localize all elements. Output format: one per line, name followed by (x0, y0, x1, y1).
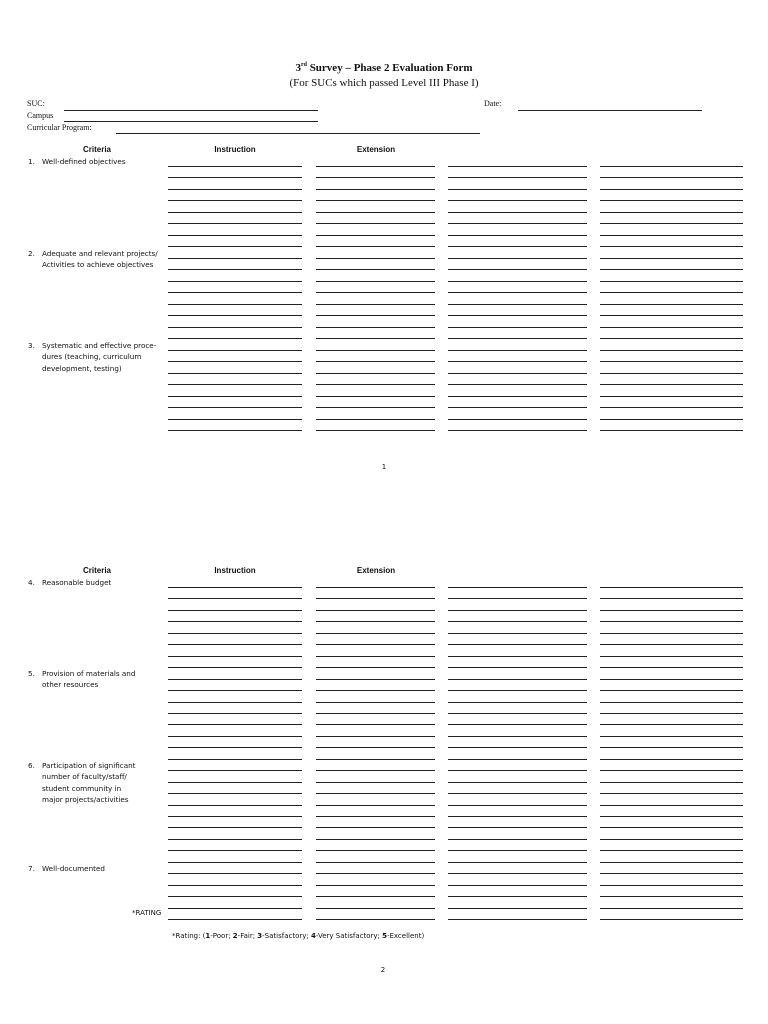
criterion-number: 5. (28, 669, 35, 678)
extension-answer-line[interactable] (316, 805, 435, 806)
extension-answer-line[interactable] (316, 816, 435, 817)
campus-field[interactable] (64, 121, 318, 122)
instruction-answer-line[interactable] (168, 166, 302, 167)
instruction-answer-line[interactable] (168, 407, 302, 408)
instruction-answer-line[interactable] (168, 667, 302, 668)
column-3-answer-line[interactable] (448, 850, 587, 851)
column-3-answer-line[interactable] (448, 373, 587, 374)
column-4-answer-line[interactable] (600, 304, 743, 305)
instruction-answer-line[interactable] (168, 281, 302, 282)
page-number-1: 1 (381, 463, 387, 471)
extension-answer-line[interactable] (316, 430, 435, 431)
criterion-text: Adequate and relevant projects/ Activities to achieve objectives (42, 249, 158, 270)
instruction-answer-line[interactable] (168, 850, 302, 851)
column-3-answer-line[interactable] (448, 885, 587, 886)
criterion-text: Reasonable budget (42, 578, 112, 587)
instruction-heading: Instruction (214, 145, 256, 154)
extension-answer-line[interactable] (316, 200, 435, 201)
instruction-answer-line[interactable] (168, 304, 302, 305)
extension-answer-line[interactable] (316, 177, 435, 178)
column-3-answer-line[interactable] (448, 633, 587, 634)
column-3-answer-line[interactable] (448, 430, 587, 431)
instruction-answer-line[interactable] (168, 200, 302, 201)
extension-answer-line[interactable] (316, 598, 435, 599)
date-label: Date: (484, 99, 502, 108)
column-3-answer-line[interactable] (448, 644, 587, 645)
instruction-answer-line[interactable] (168, 189, 302, 190)
column-3-answer-line[interactable] (448, 246, 587, 247)
column-4-answer-line[interactable] (600, 770, 743, 771)
instruction-answer-line[interactable] (168, 246, 302, 247)
column-3-answer-line[interactable] (448, 610, 587, 611)
instruction-answer-line[interactable] (168, 679, 302, 680)
instruction-answer-line[interactable] (168, 885, 302, 886)
column-3-answer-line[interactable] (448, 292, 587, 293)
column-4-answer-line[interactable] (600, 419, 743, 420)
column-4-answer-line[interactable] (600, 258, 743, 259)
instruction-answer-line[interactable] (168, 827, 302, 828)
extension-answer-line[interactable] (316, 610, 435, 611)
criterion-1 (28, 156, 178, 168)
extension-answer-line[interactable] (316, 919, 435, 920)
extension-answer-line[interactable] (316, 713, 435, 714)
column-3-answer-line[interactable] (448, 361, 587, 362)
column-4-answer-line[interactable] (600, 235, 743, 236)
column-4-answer-line[interactable] (600, 885, 743, 886)
criterion-2 (28, 248, 178, 272)
column-4-answer-line[interactable] (600, 919, 743, 920)
column-4-answer-line[interactable] (600, 908, 743, 909)
instruction-answer-line[interactable] (168, 269, 302, 270)
column-3-answer-line[interactable] (448, 805, 587, 806)
extension-answer-line[interactable] (316, 736, 435, 737)
column-3-answer-line[interactable] (448, 338, 587, 339)
column-3-answer-line[interactable] (448, 896, 587, 897)
column-3-answer-line[interactable] (448, 587, 587, 588)
instruction-answer-line[interactable] (168, 908, 302, 909)
extension-answer-line[interactable] (316, 908, 435, 909)
extension-answer-line[interactable] (316, 304, 435, 305)
extension-answer-line[interactable] (316, 873, 435, 874)
instruction-heading: Instruction (214, 566, 256, 575)
column-3-answer-line[interactable] (448, 177, 587, 178)
instruction-answer-line[interactable] (168, 384, 302, 385)
column-4-answer-line[interactable] (600, 396, 743, 397)
instruction-answer-line[interactable] (168, 805, 302, 806)
instruction-answer-line[interactable] (168, 338, 302, 339)
form-subtitle: (For SUCs which passed Level III Phase I) (289, 77, 479, 89)
criteria-heading: Criteria (82, 145, 111, 154)
column-3-answer-line[interactable] (448, 736, 587, 737)
extension-answer-line[interactable] (316, 702, 435, 703)
instruction-answer-line[interactable] (168, 235, 302, 236)
column-3-answer-line[interactable] (448, 223, 587, 224)
column-3-answer-line[interactable] (448, 235, 587, 236)
column-3-answer-line[interactable] (448, 839, 587, 840)
criterion-5 (28, 668, 178, 692)
column-3-answer-line[interactable] (448, 269, 587, 270)
extension-heading: Extension (356, 566, 396, 575)
column-3-answer-line[interactable] (448, 384, 587, 385)
column-3-answer-line[interactable] (448, 281, 587, 282)
criterion-text: Well-defined objectives (42, 157, 126, 166)
instruction-answer-line[interactable] (168, 816, 302, 817)
extension-answer-line[interactable] (316, 644, 435, 645)
criterion-number: 4. (28, 578, 35, 587)
extension-answer-line[interactable] (316, 633, 435, 634)
instruction-answer-line[interactable] (168, 736, 302, 737)
extension-answer-line[interactable] (316, 839, 435, 840)
extension-answer-line[interactable] (316, 419, 435, 420)
page-number-2: 2 (380, 966, 386, 974)
column-3-answer-line[interactable] (448, 166, 587, 167)
extension-answer-line[interactable] (316, 747, 435, 748)
instruction-answer-line[interactable] (168, 177, 302, 178)
column-3-answer-line[interactable] (448, 419, 587, 420)
extension-answer-line[interactable] (316, 587, 435, 588)
extension-answer-line[interactable] (316, 885, 435, 886)
extension-answer-line[interactable] (316, 223, 435, 224)
column-3-answer-line[interactable] (448, 396, 587, 397)
curricular-program-label: Curricular Program: (27, 123, 92, 132)
criterion-text: Provision of materials and other resources (42, 669, 136, 690)
criterion-number: 2. (28, 249, 35, 258)
column-4-answer-line[interactable] (600, 702, 743, 703)
column-4-answer-line[interactable] (600, 839, 743, 840)
extension-answer-line[interactable] (316, 384, 435, 385)
instruction-answer-line[interactable] (168, 315, 302, 316)
column-3-answer-line[interactable] (448, 598, 587, 599)
column-3-answer-line[interactable] (448, 189, 587, 190)
extension-answer-line[interactable] (316, 281, 435, 282)
extension-answer-line[interactable] (316, 315, 435, 316)
instruction-answer-line[interactable] (168, 782, 302, 783)
column-4-answer-line[interactable] (600, 223, 743, 224)
extension-answer-line[interactable] (316, 189, 435, 190)
extension-answer-line[interactable] (316, 246, 435, 247)
column-3-answer-line[interactable] (448, 327, 587, 328)
column-4-answer-line[interactable] (600, 407, 743, 408)
instruction-answer-line[interactable] (168, 656, 302, 657)
column-3-answer-line[interactable] (448, 315, 587, 316)
extension-answer-line[interactable] (316, 373, 435, 374)
column-4-answer-line[interactable] (600, 736, 743, 737)
criterion-number: 6. (28, 761, 35, 770)
column-4-answer-line[interactable] (600, 361, 743, 362)
column-3-answer-line[interactable] (448, 304, 587, 305)
instruction-answer-line[interactable] (168, 793, 302, 794)
column-4-answer-line[interactable] (600, 724, 743, 725)
extension-answer-line[interactable] (316, 690, 435, 691)
instruction-answer-line[interactable] (168, 702, 302, 703)
column-4-answer-line[interactable] (600, 598, 743, 599)
column-3-answer-line[interactable] (448, 908, 587, 909)
column-3-answer-line[interactable] (448, 724, 587, 725)
instruction-answer-line[interactable] (168, 873, 302, 874)
column-4-answer-line[interactable] (600, 587, 743, 588)
extension-answer-line[interactable] (316, 724, 435, 725)
column-4-answer-line[interactable] (600, 747, 743, 748)
extension-answer-line[interactable] (316, 827, 435, 828)
extension-answer-line[interactable] (316, 759, 435, 760)
column-4-answer-line[interactable] (600, 292, 743, 293)
instruction-answer-line[interactable] (168, 373, 302, 374)
column-4-answer-line[interactable] (600, 850, 743, 851)
extension-answer-line[interactable] (316, 361, 435, 362)
extension-answer-line[interactable] (316, 782, 435, 783)
column-4-answer-line[interactable] (600, 633, 743, 634)
extension-answer-line[interactable] (316, 667, 435, 668)
extension-answer-line[interactable] (316, 862, 435, 863)
column-4-answer-line[interactable] (600, 667, 743, 668)
column-4-answer-line[interactable] (600, 805, 743, 806)
instruction-answer-line[interactable] (168, 633, 302, 634)
column-3-answer-line[interactable] (448, 793, 587, 794)
suc-field[interactable] (64, 110, 318, 111)
column-4-answer-line[interactable] (600, 373, 743, 374)
form-title: 3rd Survey – Phase 2 Evaluation Form (295, 62, 473, 74)
column-4-answer-line[interactable] (600, 281, 743, 282)
column-3-answer-line[interactable] (448, 621, 587, 622)
criterion-text: Participation of significant number of faculty/staff/ student community in major projects/activities (42, 761, 136, 805)
criterion-3 (28, 340, 178, 376)
date-field[interactable] (518, 110, 702, 111)
column-4-answer-line[interactable] (600, 656, 743, 657)
criterion-number: 1. (28, 157, 35, 166)
column-3-answer-line[interactable] (448, 407, 587, 408)
instruction-answer-line[interactable] (168, 292, 302, 293)
criterion-number: 7. (28, 864, 35, 873)
rating-label: *RATING (132, 909, 162, 917)
column-3-answer-line[interactable] (448, 656, 587, 657)
extension-answer-line[interactable] (316, 212, 435, 213)
column-4-answer-line[interactable] (600, 896, 743, 897)
instruction-answer-line[interactable] (168, 644, 302, 645)
instruction-answer-line[interactable] (168, 350, 302, 351)
column-4-answer-line[interactable] (600, 269, 743, 270)
extension-answer-line[interactable] (316, 896, 435, 897)
campus-label: Campus (27, 111, 54, 120)
extension-answer-line[interactable] (316, 292, 435, 293)
instruction-answer-line[interactable] (168, 839, 302, 840)
column-3-answer-line[interactable] (448, 816, 587, 817)
extension-answer-line[interactable] (316, 235, 435, 236)
instruction-answer-line[interactable] (168, 258, 302, 259)
extension-answer-line[interactable] (316, 793, 435, 794)
instruction-answer-line[interactable] (168, 919, 302, 920)
column-4-answer-line[interactable] (600, 793, 743, 794)
extension-answer-line[interactable] (316, 656, 435, 657)
instruction-answer-line[interactable] (168, 621, 302, 622)
column-3-answer-line[interactable] (448, 350, 587, 351)
instruction-answer-line[interactable] (168, 862, 302, 863)
criterion-number: 3. (28, 341, 35, 350)
extension-answer-line[interactable] (316, 338, 435, 339)
column-4-answer-line[interactable] (600, 816, 743, 817)
column-3-answer-line[interactable] (448, 759, 587, 760)
instruction-answer-line[interactable] (168, 747, 302, 748)
criterion-4 (28, 577, 178, 589)
instruction-answer-line[interactable] (168, 690, 302, 691)
extension-answer-line[interactable] (316, 166, 435, 167)
column-3-answer-line[interactable] (448, 258, 587, 259)
column-3-answer-line[interactable] (448, 919, 587, 920)
extension-answer-line[interactable] (316, 407, 435, 408)
column-3-answer-line[interactable] (448, 713, 587, 714)
instruction-answer-line[interactable] (168, 361, 302, 362)
criteria-heading: Criteria (82, 566, 111, 575)
curricular-program-field[interactable] (116, 133, 480, 134)
extension-answer-line[interactable] (316, 850, 435, 851)
column-4-answer-line[interactable] (600, 827, 743, 828)
column-3-answer-line[interactable] (448, 702, 587, 703)
column-4-answer-line[interactable] (600, 610, 743, 611)
instruction-answer-line[interactable] (168, 770, 302, 771)
extension-answer-line[interactable] (316, 679, 435, 680)
column-3-answer-line[interactable] (448, 782, 587, 783)
column-4-answer-line[interactable] (600, 212, 743, 213)
instruction-answer-line[interactable] (168, 430, 302, 431)
instruction-answer-line[interactable] (168, 223, 302, 224)
instruction-answer-line[interactable] (168, 396, 302, 397)
column-4-answer-line[interactable] (600, 862, 743, 863)
column-3-answer-line[interactable] (448, 690, 587, 691)
instruction-answer-line[interactable] (168, 724, 302, 725)
criterion-7 (28, 863, 178, 875)
column-4-answer-line[interactable] (600, 327, 743, 328)
column-4-answer-line[interactable] (600, 679, 743, 680)
criterion-6 (28, 760, 178, 808)
column-3-answer-line[interactable] (448, 747, 587, 748)
column-4-answer-line[interactable] (600, 713, 743, 714)
column-4-answer-line[interactable] (600, 189, 743, 190)
column-4-answer-line[interactable] (600, 315, 743, 316)
column-4-answer-line[interactable] (600, 350, 743, 351)
instruction-answer-line[interactable] (168, 212, 302, 213)
instruction-answer-line[interactable] (168, 759, 302, 760)
column-3-answer-line[interactable] (448, 770, 587, 771)
column-4-answer-line[interactable] (600, 873, 743, 874)
extension-answer-line[interactable] (316, 269, 435, 270)
extension-answer-line[interactable] (316, 621, 435, 622)
column-4-answer-line[interactable] (600, 384, 743, 385)
rating-legend: *Rating: (1-Poor; 2-Fair; 3-Satisfactory; 4-Very Satisfactory; 5-Excellent) (172, 932, 425, 940)
instruction-answer-line[interactable] (168, 419, 302, 420)
extension-heading: Extension (356, 145, 396, 154)
column-3-answer-line[interactable] (448, 873, 587, 874)
column-4-answer-line[interactable] (600, 782, 743, 783)
column-4-answer-line[interactable] (600, 246, 743, 247)
suc-label: SUC: (27, 99, 45, 108)
instruction-answer-line[interactable] (168, 327, 302, 328)
instruction-answer-line[interactable] (168, 610, 302, 611)
column-4-answer-line[interactable] (600, 621, 743, 622)
instruction-answer-line[interactable] (168, 598, 302, 599)
column-3-answer-line[interactable] (448, 667, 587, 668)
criterion-text: Systematic and effective proce- dures (teaching, curriculum development, testing) (42, 341, 157, 373)
extension-answer-line[interactable] (316, 770, 435, 771)
column-4-answer-line[interactable] (600, 200, 743, 201)
column-4-answer-line[interactable] (600, 759, 743, 760)
criterion-text: Well-documented (42, 864, 105, 873)
extension-answer-line[interactable] (316, 396, 435, 397)
column-3-answer-line[interactable] (448, 862, 587, 863)
column-4-answer-line[interactable] (600, 430, 743, 431)
column-4-answer-line[interactable] (600, 177, 743, 178)
column-4-answer-line[interactable] (600, 338, 743, 339)
column-4-answer-line[interactable] (600, 644, 743, 645)
column-4-answer-line[interactable] (600, 166, 743, 167)
instruction-answer-line[interactable] (168, 713, 302, 714)
column-4-answer-line[interactable] (600, 690, 743, 691)
column-3-answer-line[interactable] (448, 827, 587, 828)
instruction-answer-line[interactable] (168, 896, 302, 897)
extension-answer-line[interactable] (316, 327, 435, 328)
instruction-answer-line[interactable] (168, 587, 302, 588)
extension-answer-line[interactable] (316, 350, 435, 351)
column-3-answer-line[interactable] (448, 679, 587, 680)
column-3-answer-line[interactable] (448, 200, 587, 201)
column-3-answer-line[interactable] (448, 212, 587, 213)
extension-answer-line[interactable] (316, 258, 435, 259)
